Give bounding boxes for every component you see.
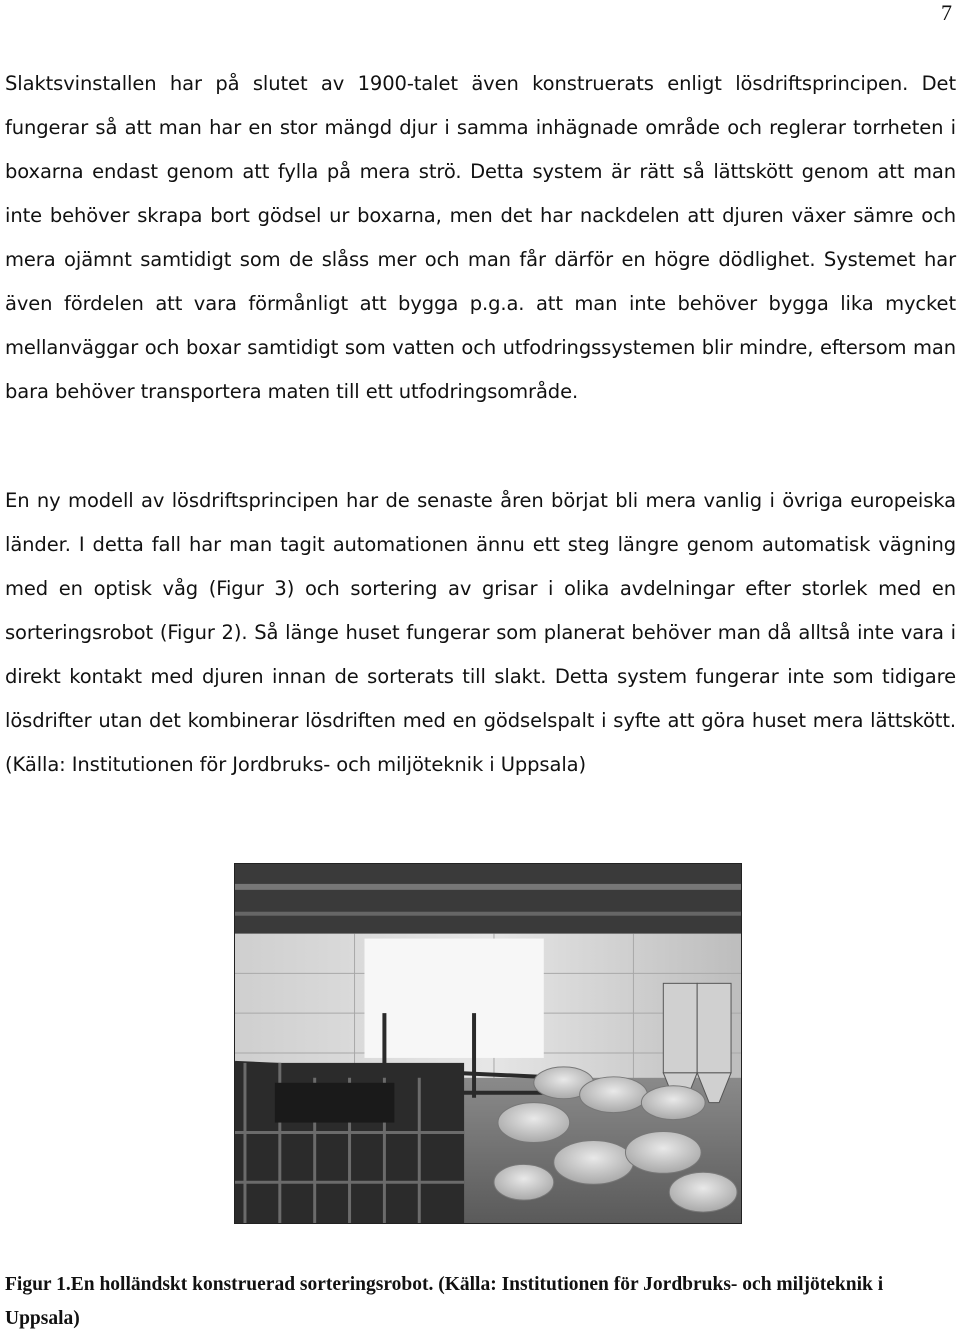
paragraph-2: En ny modell av lösdriftsprincipen har de senaste åren börjat bli mera vanlig i övriga europeiska länder. I detta fall har man tagit automationen ännu ett steg längre genom automatisk vägning med en optisk våg (Figur 3) och sortering av grisar i olika avdelningar efter storlek med en sorteringsrobot (Figur 2). Så länge huset fungerar som planerat behöver man då alltså inte vara i direkt kontakt med djuren innan de sorterats till slakt. Detta system fungerar inte som tidigare lösdrifter utan det kombinerar lösdriften med en gödselspalt i syfte att göra huset mera lättskött. (Källa: Institutionen för Jordbruks- och miljöteknik i Uppsala)	[5, 489, 956, 776]
figure-caption: Figur 1.En holländskt konstruerad sorteringsrobot. (Källa: Institutionen för Jordbruks- och miljöteknik i Uppsala)	[5, 1274, 884, 1329]
figure-photo	[234, 863, 742, 1224]
paragraph-1: Slaktsvinstallen har på slutet av 1900-talet även konstruerats enligt lösdriftsprincipen. Det fungerar så att man har en stor mängd djur i samma inhägnade område och reglerar torrheten i boxarna endast genom att fylla på mera strö. Detta system är rätt så lättskött genom att man inte behöver skrapa bort gödsel ur boxarna, men det har nackdelen att djuren växer sämre och mera ojämnt samtidigt som de slåss mer och man får därför en högre dödlighet. Systemet har även fördelen att vara förmånligt att bygga p.g.a. att man inte behöver bygga lika mycket mellanväggar och boxar samtidigt som vatten och utfodringssystemen blir mindre, eftersom man bara behöver transportera maten till ett utfodringsområde.	[5, 72, 956, 403]
page-number: 7	[941, 0, 952, 25]
